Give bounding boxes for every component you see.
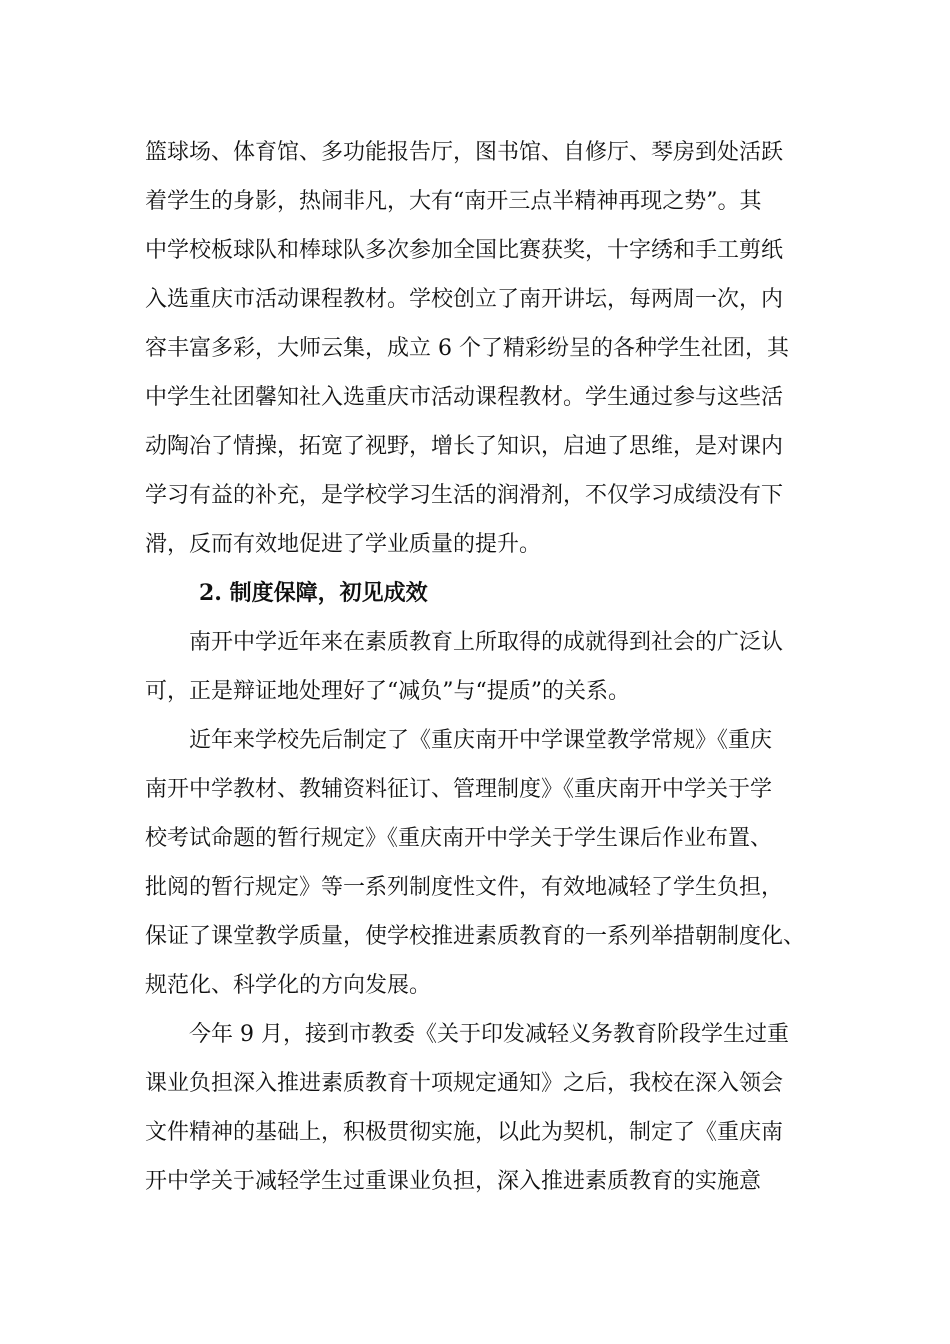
- text-line: 南开中学教材、教辅资料征订、管理制度》《重庆南开中学关于学: [145, 777, 773, 802]
- text-line: 篮球场、体育馆、多功能报告厅，图书馆、自修厅、琴房到处活跃: [145, 140, 784, 165]
- section-heading: 2. 制度保障，初见成效: [199, 580, 428, 606]
- text-line: 入选重庆市活动课程教材。学校创立了南开讲坛，每两周一次，内: [145, 287, 784, 312]
- text-line: 保证了课堂教学质量，使学校推进素质教育的一系列举措朝制度化、: [145, 924, 806, 949]
- text-line: 学习有益的补充，是学校学习生活的润滑剂，不仅学习成绩没有下: [145, 483, 784, 508]
- text-line: 容丰富多彩，大师云集，成立 6 个了精彩纷呈的各种学生社团，其: [145, 336, 789, 361]
- paragraph-recognition: [145, 618, 825, 716]
- text-line: 动陶冶了情操，拓宽了视野，增长了知识，启迪了思维，是对课内: [145, 434, 784, 459]
- text-line: 滑，反而有效地促进了学业质量的提升。: [145, 532, 542, 557]
- text-line: 中学校板球队和棒球队多次参加全国比赛获奖，十字绣和手工剪纸: [145, 238, 784, 263]
- text-line: 可，正是辩证地处理好了“减负”与“提质”的关系。: [145, 679, 630, 704]
- text-line: 规范化、科学化的方向发展。: [145, 973, 432, 998]
- text-line: 开中学关于减轻学生过重课业负担，深入推进素质教育的实施意: [145, 1169, 762, 1194]
- paragraph-september-notice: [145, 1010, 825, 1206]
- text-line: 课业负担深入推进素质教育十项规定通知》之后，我校在深入领会: [145, 1071, 784, 1096]
- text-line: 文件精神的基础上，积极贯彻实施，以此为契机，制定了《重庆南: [145, 1120, 784, 1145]
- text-line: 着学生的身影，热闹非凡，大有“南开三点半精神再现之势”。其: [145, 189, 762, 214]
- paragraph-activities: [145, 128, 825, 569]
- text-line: 近年来学校先后制定了《重庆南开中学课堂教学常规》《重庆: [189, 728, 773, 753]
- text-line: 今年 9 月，接到市教委《关于印发减轻义务教育阶段学生过重: [189, 1022, 789, 1047]
- text-line: 中学生社团馨知社入选重庆市活动课程教材。学生通过参与这些活: [145, 385, 784, 410]
- text-line: 校考试命题的暂行规定》《重庆南开中学关于学生课后作业布置、: [145, 826, 773, 851]
- text-line: 批阅的暂行规定》等一系列制度性文件，有效地减轻了学生负担，: [145, 875, 784, 900]
- paragraph-regulations: [145, 716, 825, 1010]
- text-line: 南开中学近年来在素质教育上所取得的成就得到社会的广泛认: [189, 630, 784, 655]
- document-body: [145, 128, 825, 1206]
